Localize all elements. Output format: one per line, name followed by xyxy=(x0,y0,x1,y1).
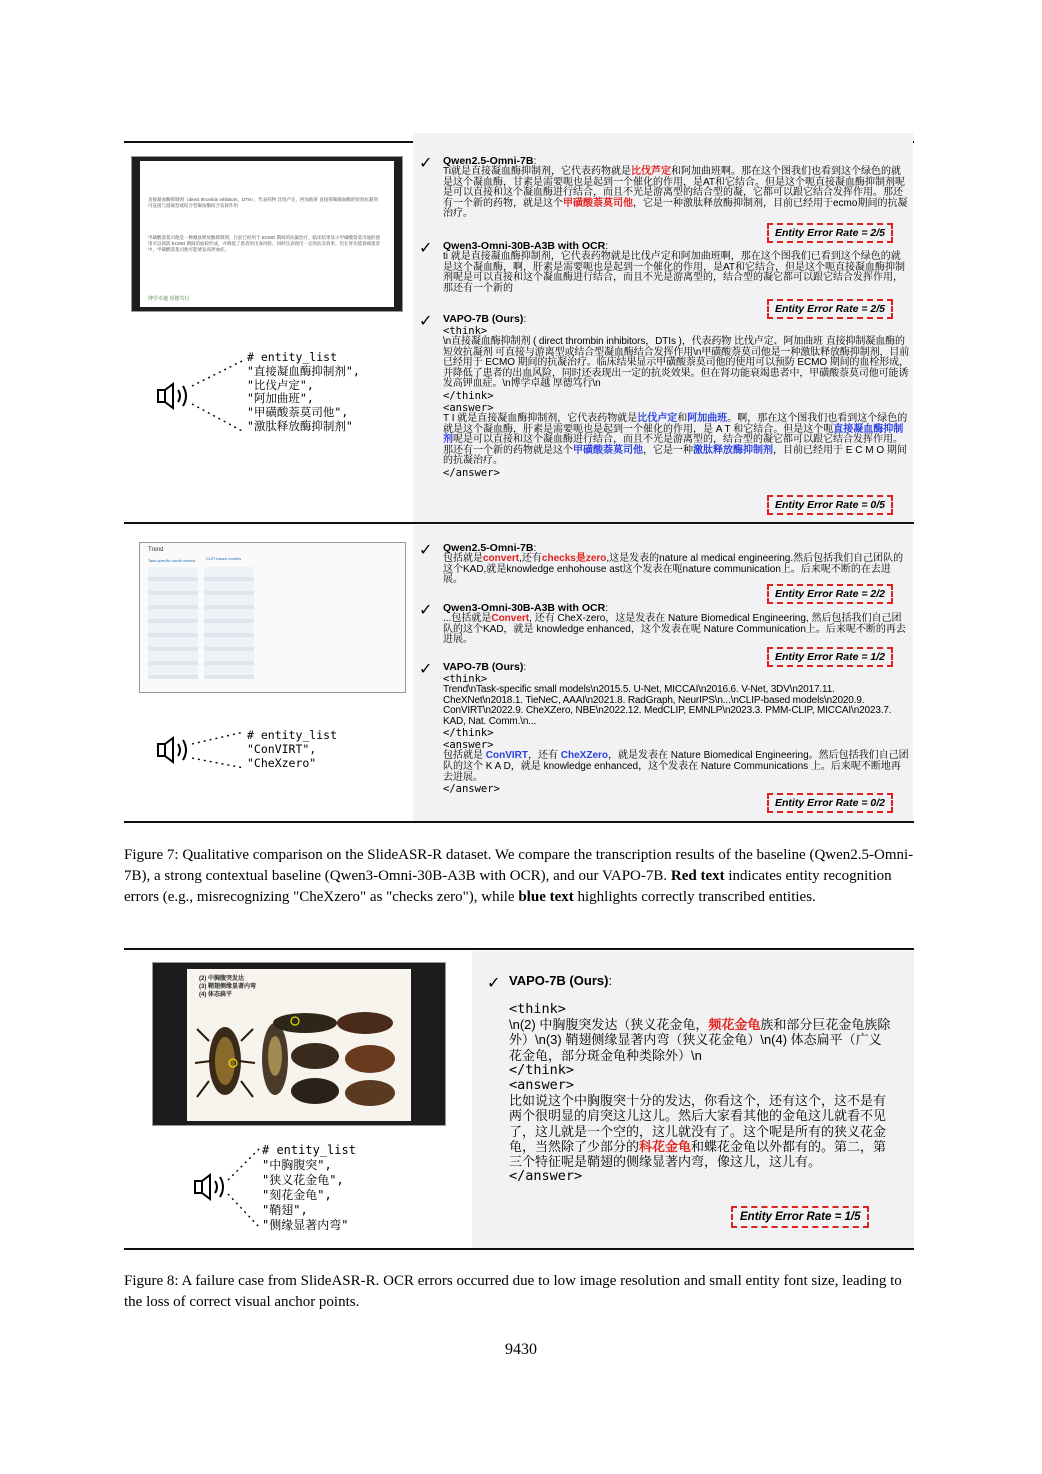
check-icon: ✓ xyxy=(419,602,433,619)
error-rate-box: Entity Error Rate = 2/2 xyxy=(767,584,893,604)
think-content: \n直接凝血酶抑制剂 ( direct thrombin inhibitors，DTIs )，代表药物 比伐卢定、阿加曲班 直接抑制凝血酶的短效抗凝剂 可直接与游离型或结合型凝血酶结合发挥作用\n甲磺酸萘莫司他是一种激肽释放酶抑制剂，目前已经用于 ECMO 期间的抗凝治疗。临床结果显示甲磺酸萘莫司他的使用可以预防 ECMO 期间的血栓形成，并降低了患者的出血风险，同时还表现出一定的抗炎效果。但在肾功能衰竭患者中，甲磺酸萘莫司他可能诱发高钾血症。\n博学卓越 厚德笃行\n xyxy=(443,336,910,390)
entity-pointer-dots xyxy=(226,1142,266,1232)
slide-page xyxy=(187,969,411,1121)
answer-close-tag: </answer> xyxy=(443,466,500,479)
slide-thumbnail-anticoagulants xyxy=(131,156,403,312)
model-name: Qwen3-Omni-30B-A3B with OCR xyxy=(443,602,606,614)
think-open-tag: <think> xyxy=(509,1001,566,1017)
entity-pointer-dots xyxy=(190,356,250,436)
model-block-vapo: ✓ VAPO-7B (Ours): <think> \n(2) 中胸腹突发达（狭义花金龟，频花金龟族和部分巨花金龟族除外）\n(3) 鞘翅侧缘显著内弯（狭义花金龟）\n(4) 体态扁平（广义花金龟，部分斑金龟种类除外）\n </think> <answer> 比如说这个中胸腹突十分的发达，你看这个，还有这个，这不是有两个很明显的肩突这儿这儿。然后大家看其他的金龟这儿就看不见了，这儿就是一个空的，这儿就没有了。这个呢是所有的狭义花金龟，当然除了少部分的科花金龟和蝶花金龟以外都有的。第二，第三个特征呢是鞘翅的侧缘显著内弯，像这儿，这儿有。 </answer> xyxy=(509,973,894,1184)
answer-content: T I 就是直接凝血酶抑制剂，它代表药物就是比伐卢定和阿加曲班。啊，那在这个图我们也看到这个绿色的就是这个凝血酶，肝素是需要呃也是起到一个催化的作用，是 A T 和它结合。但是这个呃直接凝血酶抑制剂呢是可以直接和这个凝血酶进行结合，而且不光是游离型的，结合型的凝它都可以跟它结合发挥作用。那还有一个新的药物就是这个甲磺酸萘莫司他，它是一种激肽释放酶抑制剂，目前已经用于 E C M O 期间的抗凝治疗。 xyxy=(443,412,908,467)
think-content: Trend\nTask-specific small models\n2015.5. U-Net, MICCAI\n2016.6. V-Net, 3DV\n2017.11. CheXNet\n2018.1. TieNeC, AAAI\n2021.8. RadGraph, NeurIPS\n...\nCLIP-based models\n2020.9. ConVIRT\n2022.9. CheXZero, NBE\n2022.12. MedCLIP, EMNLP\n2023.3. PMM-CLIP, MICCAI\n2023.7. KAD, Nat. Comm.\n... xyxy=(443,684,895,727)
error-rate-box: Entity Error Rate = 0/5 xyxy=(767,495,893,515)
slide-para-1: 直接凝血酶抑制剂（direct thrombin inhibitors，DTIs），代表药物 比伐卢定、阿加曲班 直接抑制凝血酶的短效抗凝剂 可直接与游离型或结合型凝血酶结合发挥作用 xyxy=(148,197,378,208)
answer-content: 包括就是 ConVIRT，还有 CheXZero，就是发表在 Nature Biomedical Engineering。然后包括我们自己团队的这个 K A D，就是 knowledge enhanced，这个发表在 Nature Communications 上。后来呢不断地再去进展。 xyxy=(443,750,909,783)
entity-list: # entity_list "ConVIRT", "CheXzero" xyxy=(247,728,338,770)
error-rate-box: Entity Error Rate = 1/2 xyxy=(767,647,893,667)
model-name: Qwen2.5-Omni-7B xyxy=(443,542,534,554)
model-block-vapo: ✓ VAPO-7B (Ours): <think> Trend\nTask-specific small models\n2015.5. U-Net, MICCAI\n2016.6. V-Net, 3DV\n2017.11. CheXNet\n2018.1. TieNeC, AAAI\n2021.8. RadGraph, NeurIPS\n...\nCLIP-based models\n2020.9. ConVIRT\n2022.9. CheXZero, NBE\n2022.12. MedCLIP, EMNLP\n2023.3. PMM-CLIP, MICCAI\n2023.7. KAD, Nat. Comm.\n... </think> <answer> 包括就是 ConVIRT，还有 CheXZero，就是发表在 Nature Biomedical Engineering。然后包括我们自己团队的这个 K A D，就是 knowledge enhanced，这个发表在 Nature Communications 上。后来呢不断地再去进展。 </answer> xyxy=(419,661,909,796)
model-block-vapo: ✓ VAPO-7B (Ours): <think> \n直接凝血酶抑制剂 ( direct thrombin inhibitors，DTIs )，代表药物 比伐卢定、阿加曲班 直接抑制凝血酶的短效抗凝剂 可直接与游离型或结合型凝血酶结合发挥作用\n甲磺酸萘莫司他是一种激肽释放酶抑制剂，目前已经用于 ECMO 期间的抗凝治疗。临床结果显示甲磺酸萘莫司他的使用可以预防 ECMO 期间的血栓形成，并降低了患者的出血风险，同时还表现出一定的抗炎效果。但在肾功能衰竭患者中，甲磺酸萘莫司他可能诱发高钾血症。\n博学卓越 厚德笃行\n </think> <answer> T I 就是直接凝血酶抑制剂，它代表药物就是比伐卢定和阿加曲班。啊，那在这个图我们也看到这个绿色的就是这个凝血酶，肝素是需要呃也是起到一个催化的作用，是 A T 和它结合。但是这个呃直接凝血酶抑制剂呢是可以直接和这个凝血酶进行结合，而且不光是游离型的，结合型的凝它都可以跟它结合发挥作用。那还有一个新的药物就是这个甲磺酸萘莫司他，它是一种激肽释放酶抑制剂，目前已经用于 E C M O 期间的抗凝治疗。 </answer> xyxy=(419,313,910,479)
fig7-bottom-rule xyxy=(124,821,914,823)
check-icon: ✓ xyxy=(419,155,433,172)
error-rate-box: Entity Error Rate = 1/5 xyxy=(731,1206,869,1228)
think-close-tag: </think> xyxy=(443,389,494,402)
answer-open-tag: <answer> xyxy=(443,401,494,414)
check-icon: ✓ xyxy=(419,542,433,559)
answer-open-tag: <answer> xyxy=(509,1077,575,1094)
think-content: \n(2) 中胸腹突发达（狭义花金龟，频花金龟族和部分巨花金龟族除外）\n(3) 鞘翅侧缘显著内弯（狭义花金龟）\n(4) 体态扁平（广义花金龟，部分斑金龟种类除外）\n xyxy=(509,1017,891,1063)
model-name: VAPO-7B (Ours) xyxy=(509,973,609,988)
slide-line-3: (4) 体态扁平 xyxy=(199,992,233,998)
figure-8-caption: Figure 8: A failure case from SlideASR-R. OCR errors occurred due to low image resolution and small entity font size, leading to the loss of correct visual anchor points. xyxy=(124,1273,902,1310)
page-number: 9430 xyxy=(505,1341,537,1358)
beetle-illustrations xyxy=(195,1001,405,1117)
slide-title: Trend xyxy=(148,547,164,553)
error-rate-box: Entity Error Rate = 2/5 xyxy=(767,223,893,243)
think-open-tag: <think> xyxy=(443,325,488,337)
transcript: 包括就是convert,还有checks是zero,这是发表的nature al medical engineering.然后包括我们自己团队的这个KAD,就是knowledge enhohouse ast这个发表在呃nature communication上。后来呢不断的在去进展。 xyxy=(443,553,904,586)
fig8-bottom-rule xyxy=(124,1248,914,1250)
model-name: VAPO-7B (Ours) xyxy=(443,313,524,325)
slide-footer: 博学卓越 厚德笃行 xyxy=(148,296,190,302)
think-open-tag: <think> xyxy=(443,673,488,685)
answer-content: 比如说这个中胸腹突十分的发达，你看这个，还有这个，这不是有两个很明显的肩突这儿这儿。然后大家看其他的金龟这儿就看不见了，这儿就是一个空的，这儿就没有了。这个呢是所有的狭义花金龟，当然除了少部分的科花金龟和蝶花金龟以外都有的。第二，第三个特征呢是鞘翅的侧缘显著内弯，像这儿，这儿有。 xyxy=(509,1093,887,1170)
model-block-qwen25: ✓ Qwen2.5-Omni-7B: Ti就是直接凝血酶抑制剂，它代表药物就是比伐芦定和阿加曲班啊。那在这个图我们也看到这个绿色的就是这个凝血酶，甘素是需要呃也是起到一个催化的作用，是AT和它结合。但是这个呃直接凝血酶抑制剂呢是可以直接和这个凝血酶进行结合，而且不光是游离型的结合型的凝，它都可以跟它结合发挥作用。那还有一个新的药物，就是这个甲磺酸萘莫司他，它是一种激肽释放酶抑制剂，目前已经用于ecmo期间的抗凝治疗。 xyxy=(419,155,908,220)
model-block-qwen25: ✓ Qwen2.5-Omni-7B: 包括就是convert,还有checks是zero,这是发表的nature al medical engineering.然后包括我们自己团队的这个KAD,就是knowledge enhohouse ast这个发表在呃nature communication上。后来呢不断的在去进展。 xyxy=(443,542,908,586)
transcript: Ti就是直接凝血酶抑制剂，它代表药物就是比伐芦定和阿加曲班啊。那在这个图我们也看到这个绿色的就是这个凝血酶，甘素是需要呃也是起到一个催化的作用，是AT和它结合。但是这个呃直接凝血酶抑制剂呢是可以直接和这个凝血酶进行结合，而且不光是游离型的结合型的凝，它都可以跟它结合发挥作用。那还有一个新的药物，就是这个甲磺酸萘莫司他，它是一种激肽释放酶抑制剂，目前已经用于ecmo期间的抗凝治疗。 xyxy=(443,166,908,220)
model-block-qwen3-ocr: ✓ Qwen3-Omni-30B-A3B with OCR: ...包括就是Convert, 还有 CheX-zero，这是发表在 Nature Biomedical Engineering, 然后包括我们自己团队的这个KAD，就是 knowledge enhanced，这个发表在呢 Nature Communication上。后来呢不断的再去进展。 xyxy=(443,602,908,646)
slide-para-2: 甲磺酸萘莫司他是一种激肽释放酶抑制剂，目前已经用于 ECMO 期间的抗凝治疗。临床结果显示甲磺酸萘莫司他的使用可以预防 ECMO 期间的血栓形成，并降低了患者的出血风险。同时还表现出一定的抗炎效果。但在肾功能衰竭患者中，甲磺酸萘莫司他可能诱发高钾血症。 xyxy=(148,235,380,252)
entity-list: # entity_list "直接凝血酶抑制剂", "比伐卢定", "阿加曲班", "甲磺酸萘莫司他", "激肽释放酶抑制剂" xyxy=(247,350,360,433)
check-icon: ✓ xyxy=(487,975,501,992)
slide-thumbnail-trend xyxy=(139,542,406,693)
error-rate-box: Entity Error Rate = 0/2 xyxy=(767,793,893,813)
check-icon: ✓ xyxy=(419,313,433,330)
answer-close-tag: </answer> xyxy=(509,1168,583,1185)
model-block-qwen3-ocr: ✓ Qwen3-Omni-30B-A3B with OCR: ti 就是直接凝血酶抑制剂，它代表药物就是比伐卢定和阿加曲班啊，那在这个图我们已看到这个绿色的就是这个凝血酶，啊，肝素是需要呃也是起到一个催化的作用，是AT和它结合，但是这个呃直接凝血酶抑制剂呢是可以直接和这个凝血酶进行结合，而且不光是游离型的，结合型的凝它都可以跟它结合发挥作用，那还有一个新的 xyxy=(443,240,908,294)
model-name: Qwen3-Omni-30B-A3B with OCR xyxy=(443,240,606,252)
slide-timeline-2 xyxy=(204,567,254,679)
model-name: Qwen2.5-Omni-7B xyxy=(443,155,534,167)
think-close-tag: </think> xyxy=(443,727,494,740)
entity-pointer-dots xyxy=(190,728,250,773)
fig7-mid-rule xyxy=(124,522,914,524)
slide-thumbnail-beetles xyxy=(152,962,446,1126)
answer-close-tag: </answer> xyxy=(443,783,500,796)
slide-col1-title: Task-specific small models xyxy=(148,558,196,563)
slide-page xyxy=(140,161,394,307)
model-name: VAPO-7B (Ours) xyxy=(443,661,524,673)
entity-list: # entity_list "中胸腹突", "狭义花金龟", "刻花金龟", "鞘翅", "侧缘显著内弯" xyxy=(262,1143,356,1232)
transcript: ti 就是直接凝血酶抑制剂，它代表药物就是比伐卢定和阿加曲班啊，那在这个图我们已看到这个绿色的就是这个凝血酶，啊，肝素是需要呃也是起到一个催化的作用，是AT和它结合，但是这个呃直接凝血酶抑制剂呢是可以直接和这个凝血酶进行结合，而且不光是游离型的，结合型的凝它都可以跟它结合发挥作用，那还有一个新的 xyxy=(443,251,906,294)
slide-line-1: (2) 中胸腹突发达 xyxy=(199,976,245,982)
think-close-tag: </think> xyxy=(509,1061,575,1078)
slide-timeline-1 xyxy=(148,567,198,679)
slide-line-2: (3) 鞘翅侧缘显著内弯 xyxy=(199,984,257,990)
figure-7-caption: Figure 7: Qualitative comparison on the SlideASR-R dataset. We compare the transcription results of the baseline (Qwen2.5-Omni-7B), a strong contextual baseline (Qwen3-Omni-30B-A3B with OCR), and our VAPO-7B. Red text indicates entity recognition errors (e.g., misrecognizing "CheXzero" as "checks zero"), while blue text highlights correctly transcribed entities. xyxy=(124,847,914,905)
transcript: ...包括就是Convert, 还有 CheX-zero，这是发表在 Nature Biomedical Engineering, 然后包括我们自己团队的这个KAD，就是 knowledge enhanced，这个发表在呢 Nature Communication上。后来呢不断的再去进展。 xyxy=(443,613,906,646)
error-rate-box: Entity Error Rate = 2/5 xyxy=(767,299,893,319)
check-icon: ✓ xyxy=(419,661,433,678)
slide-col2-title: CLIP-based models xyxy=(206,556,242,561)
answer-open-tag: <answer> xyxy=(443,739,494,752)
check-icon: ✓ xyxy=(419,240,433,257)
fig8-top-rule xyxy=(124,948,914,950)
